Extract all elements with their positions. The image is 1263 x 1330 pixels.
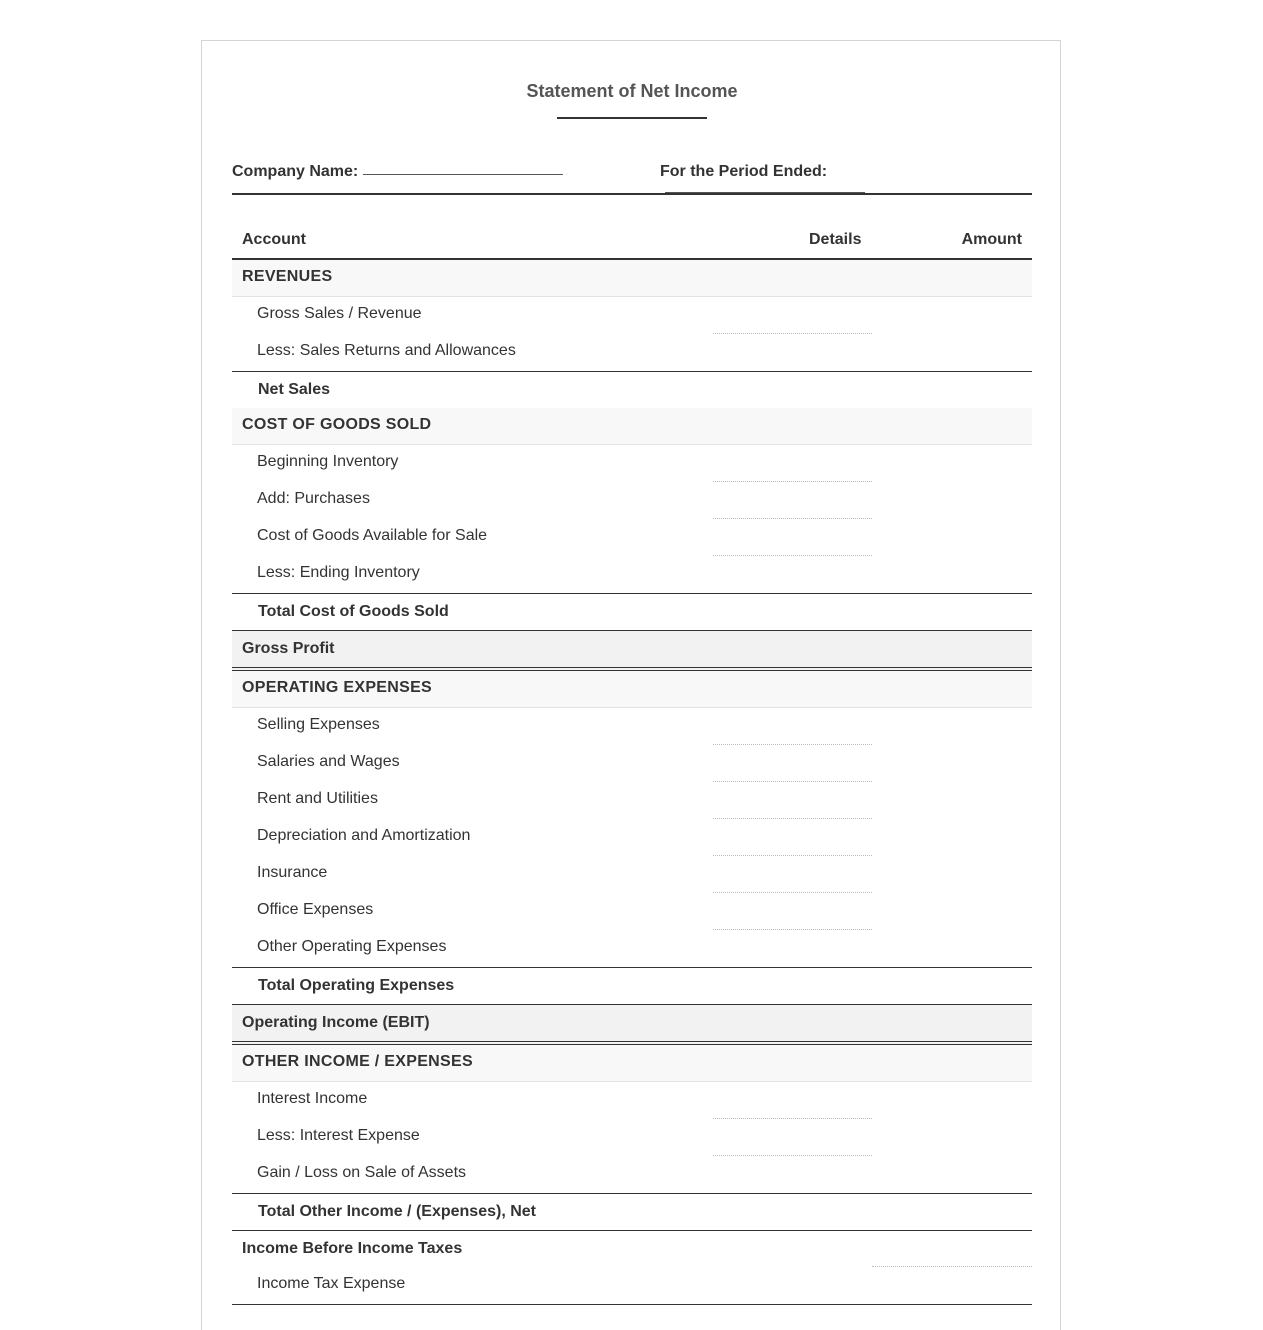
total-row-label: Income Before Income Taxes xyxy=(242,1240,463,1257)
line-item xyxy=(232,482,1032,519)
line-item xyxy=(232,893,1032,930)
line-item xyxy=(232,856,1032,893)
line-item-label: Gross Sales / Revenue xyxy=(257,305,422,322)
column-header-account: Account xyxy=(242,231,306,248)
line-item xyxy=(232,1156,1032,1193)
line-item-label: Salaries and Wages xyxy=(257,753,400,770)
statement-sheet xyxy=(201,40,1061,1330)
line-item-label: Less: Interest Expense xyxy=(257,1127,420,1144)
section-header-label: OPERATING EXPENSES xyxy=(242,679,433,696)
subtotal-row xyxy=(232,593,1032,630)
subtotal-row xyxy=(232,967,1032,1004)
line-item-label: Income Tax Expense xyxy=(257,1275,406,1292)
line-item-label: Selling Expenses xyxy=(257,716,380,733)
section-header-label: OTHER INCOME / EXPENSES xyxy=(242,1053,473,1070)
line-item xyxy=(232,819,1032,856)
line-item-label: Add: Purchases xyxy=(257,490,370,507)
line-item-label: Office Expenses xyxy=(257,901,374,918)
line-item xyxy=(232,1267,1032,1305)
section-header-label: COST OF GOODS SOLD xyxy=(242,416,432,433)
subtotal-row-label: Total Cost of Goods Sold xyxy=(258,603,449,620)
line-item-label: Less: Sales Returns and Allowances xyxy=(257,342,516,359)
line-item-label: Depreciation and Amortization xyxy=(257,827,471,844)
total-row xyxy=(232,1230,1032,1267)
total-row xyxy=(232,1004,1032,1045)
line-item-label: Other Operating Expenses xyxy=(257,938,447,955)
section-header xyxy=(232,1045,1032,1082)
line-item xyxy=(232,782,1032,819)
page-title: Statement of Net Income xyxy=(526,81,738,101)
statement-rows xyxy=(232,260,1032,1305)
section-header xyxy=(232,408,1032,445)
section-header-label: REVENUES xyxy=(242,268,333,285)
line-item-label: Beginning Inventory xyxy=(257,453,399,470)
line-item xyxy=(232,930,1032,967)
subtotal-row-label: Net Sales xyxy=(258,381,331,398)
line-item-label: Interest Income xyxy=(257,1090,368,1107)
line-item-label: Rent and Utilities xyxy=(257,790,378,807)
company-name-label: Company Name: xyxy=(232,163,359,180)
column-header-details: Details xyxy=(809,231,862,248)
company-name-input-line[interactable] xyxy=(363,173,563,175)
company-name-field xyxy=(232,163,563,181)
line-item-label: Less: Ending Inventory xyxy=(257,564,420,581)
total-row-label: Gross Profit xyxy=(242,640,335,657)
line-item xyxy=(232,297,1032,334)
period-ended-label: For the Period Ended: xyxy=(660,163,828,180)
total-row xyxy=(232,630,1032,671)
section-header xyxy=(232,260,1032,297)
period-ended-field xyxy=(660,163,1032,199)
subtotal-row-label: Total Operating Expenses xyxy=(258,977,455,994)
line-item xyxy=(232,334,1032,371)
total-row-label: Operating Income (EBIT) xyxy=(242,1014,430,1031)
line-item xyxy=(232,745,1032,782)
subtotal-row xyxy=(232,371,1032,408)
line-item xyxy=(232,1082,1032,1119)
line-item-label: Gain / Loss on Sale of Assets xyxy=(257,1164,467,1181)
column-header-amount: Amount xyxy=(961,231,1022,248)
line-item-label: Cost of Goods Available for Sale xyxy=(257,527,488,544)
subtotal-row-label: Total Other Income / (Expenses), Net xyxy=(258,1203,536,1220)
table-header xyxy=(232,227,1032,260)
line-item xyxy=(232,1119,1032,1156)
line-item xyxy=(232,445,1032,482)
period-ended-input-line[interactable] xyxy=(665,191,865,193)
title-underline xyxy=(557,117,707,119)
line-item xyxy=(232,556,1032,593)
subtotal-row xyxy=(232,1193,1032,1230)
line-item xyxy=(232,708,1032,745)
line-item xyxy=(232,519,1032,556)
header-fields xyxy=(232,163,1032,195)
line-item-label: Insurance xyxy=(257,864,328,881)
section-header xyxy=(232,671,1032,708)
